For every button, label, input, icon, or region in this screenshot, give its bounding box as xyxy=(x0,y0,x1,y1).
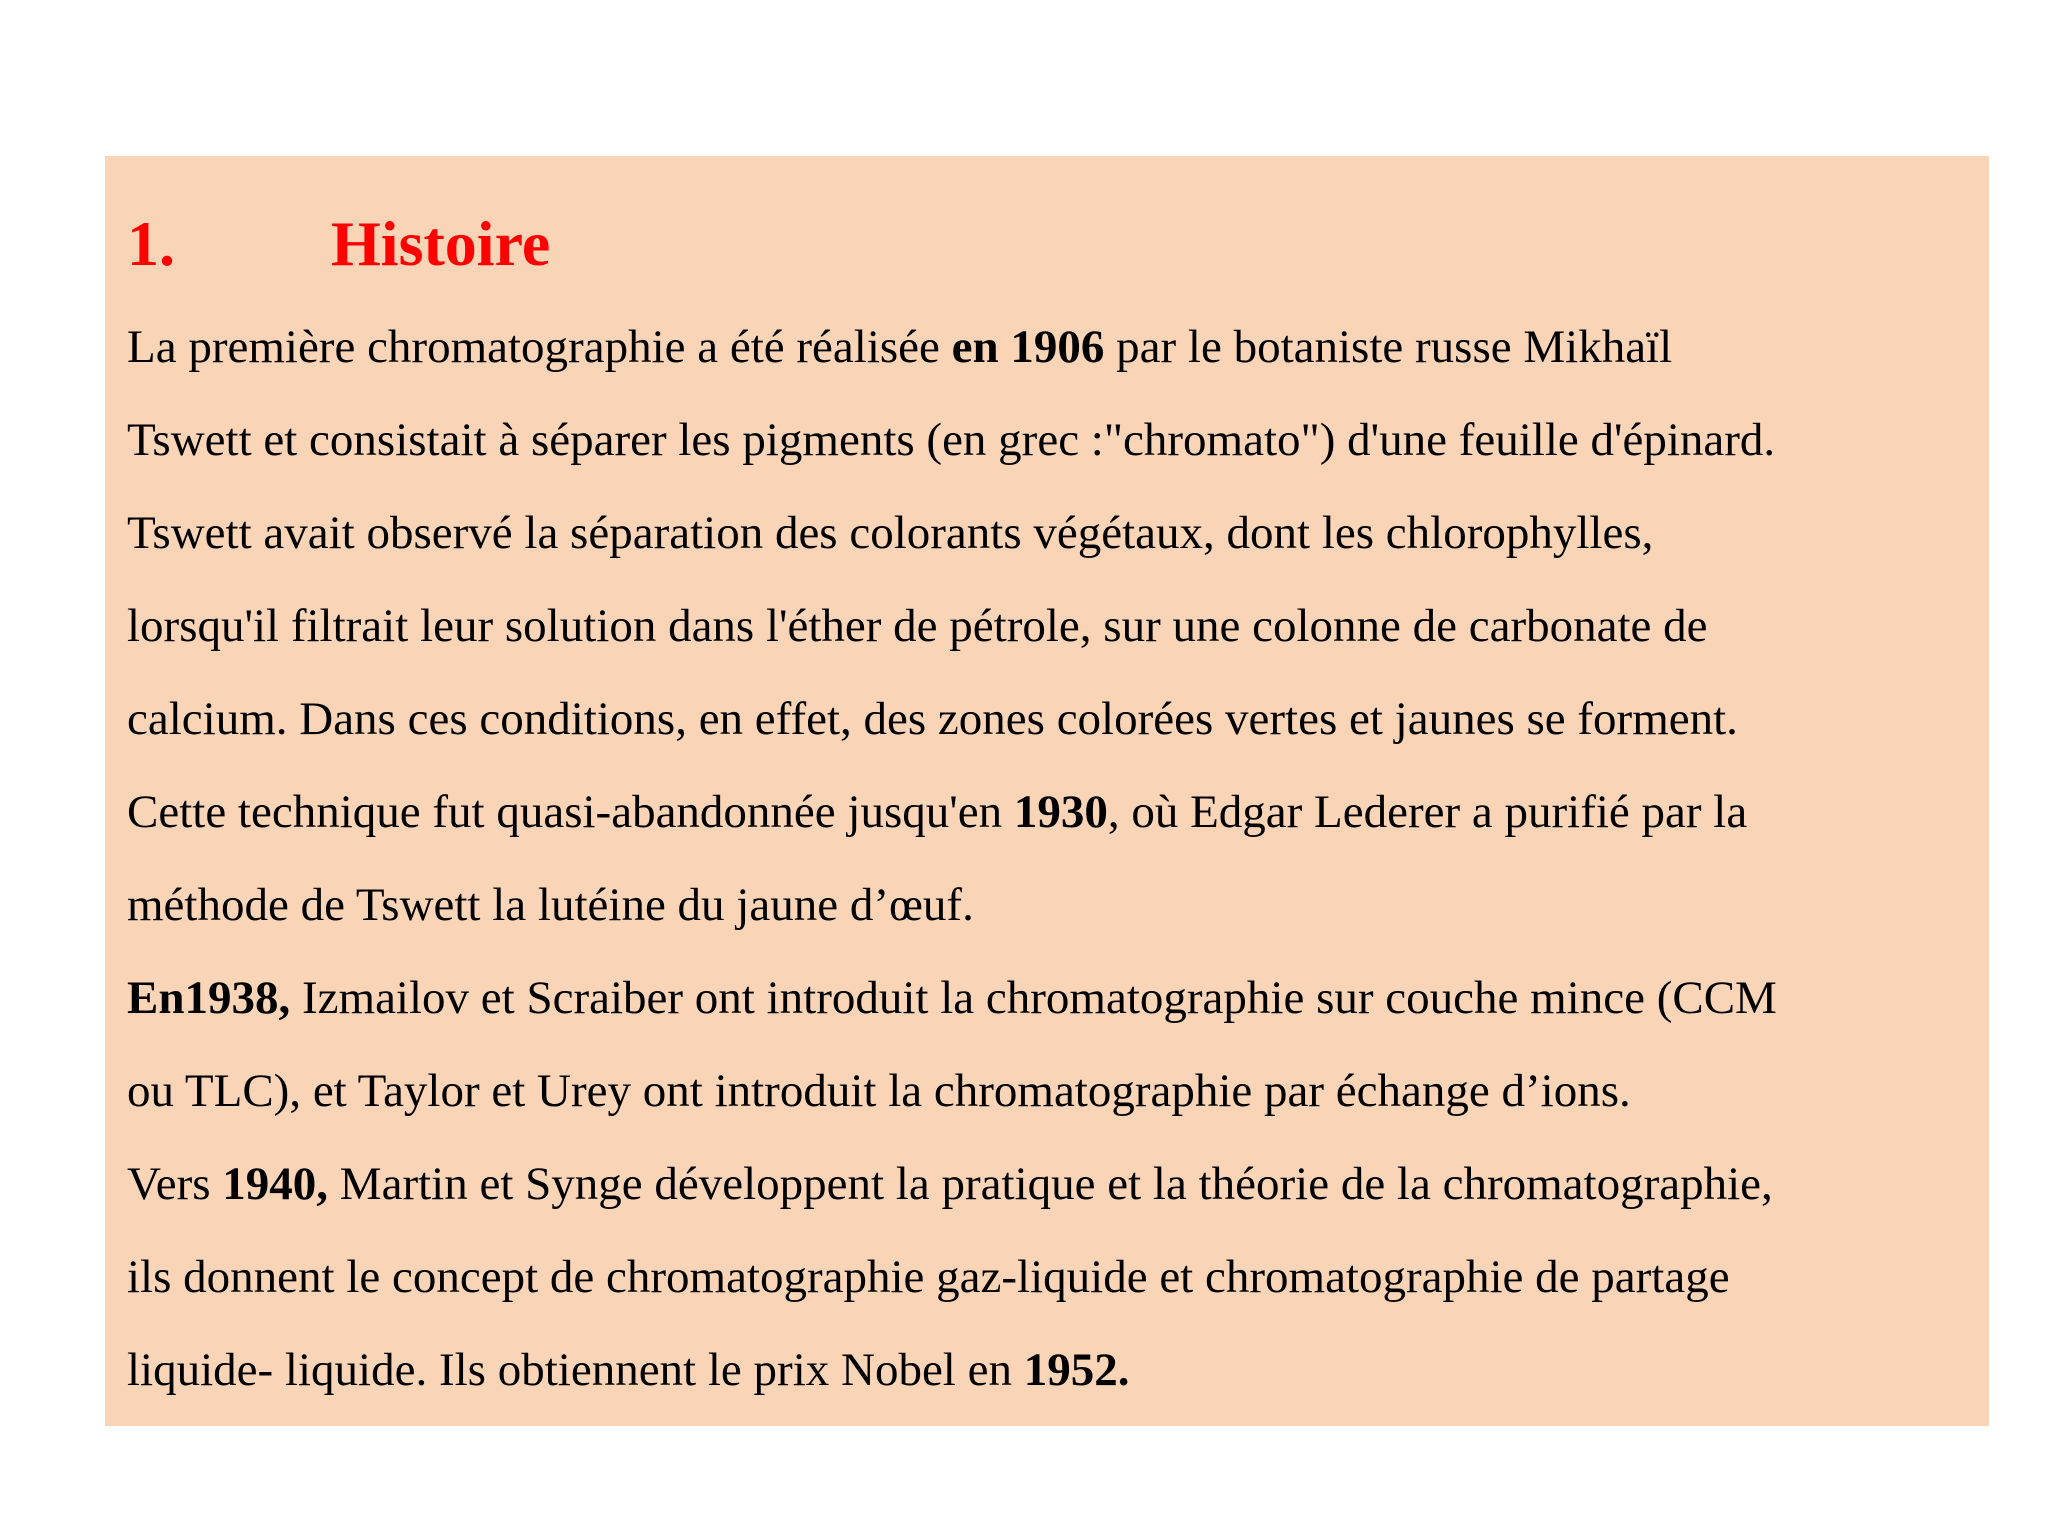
bold-text: En1938, xyxy=(127,972,291,1024)
text-run: calcium. Dans ces conditions, en effet, des zones colorées vertes et jaunes se forment. xyxy=(127,693,1738,745)
text-line xyxy=(127,301,1977,394)
text-run: Tswett avait observé la séparation des colorants végétaux, dont les chlorophylles, xyxy=(127,507,1654,559)
bold-text: en 1906 xyxy=(951,321,1105,373)
bold-text: 1952. xyxy=(1023,1344,1130,1396)
text-line xyxy=(127,673,1977,766)
text-run: méthode de Tswett la lutéine du jaune d’œuf. xyxy=(127,879,974,931)
text-run: Cette technique fut quasi-abandonnée jusqu'en xyxy=(127,786,1014,838)
text-line xyxy=(127,487,1977,580)
text-run: ou TLC), et Taylor et Urey ont introduit la chromatographie par échange d’ions. xyxy=(127,1065,1631,1117)
text-run: liquide- liquide. Ils obtiennent le prix Nobel en xyxy=(127,1344,1024,1396)
text-line xyxy=(127,952,1977,1045)
section-title: Histoire xyxy=(331,208,551,279)
text-run: lorsqu'il filtrait leur solution dans l'éther de pétrole, sur une colonne de carbonate de xyxy=(127,600,1708,652)
text-run: Tswett et consistait à séparer les pigments (en grec :"chromato") d'une feuille d'épinard. xyxy=(127,414,1776,466)
text-line xyxy=(127,394,1977,487)
text-line xyxy=(127,580,1977,673)
text-run: Izmailov et Scraiber ont introduit la chromatographie sur couche mince (CCM xyxy=(290,972,1777,1024)
text-line xyxy=(127,1138,1977,1231)
text-run: Vers xyxy=(127,1158,223,1210)
bold-text: 1930 xyxy=(1013,786,1108,838)
bold-text: 1940, xyxy=(222,1158,329,1210)
history-paragraphs xyxy=(127,301,1977,1417)
text-line xyxy=(127,1324,1977,1417)
text-run: par le botaniste russe Mikhaïl xyxy=(1104,321,1673,373)
content-box xyxy=(105,156,1989,1426)
text-run: , où Edgar Lederer a purifié par la xyxy=(1107,786,1748,838)
text-run: La première chromatographie a été réalisée xyxy=(127,321,952,373)
text-run: Martin et Synge développent la pratique et la théorie de la chromatographie, xyxy=(328,1158,1773,1210)
text-line xyxy=(127,766,1977,859)
text-run: ils donnent le concept de chromatographie gaz-liquide et chromatographie de partage xyxy=(127,1251,1730,1303)
text-line xyxy=(127,859,1977,952)
section-heading xyxy=(127,200,550,288)
text-line xyxy=(127,1045,1977,1138)
text-line xyxy=(127,1231,1977,1324)
section-number: 1. xyxy=(127,208,175,279)
